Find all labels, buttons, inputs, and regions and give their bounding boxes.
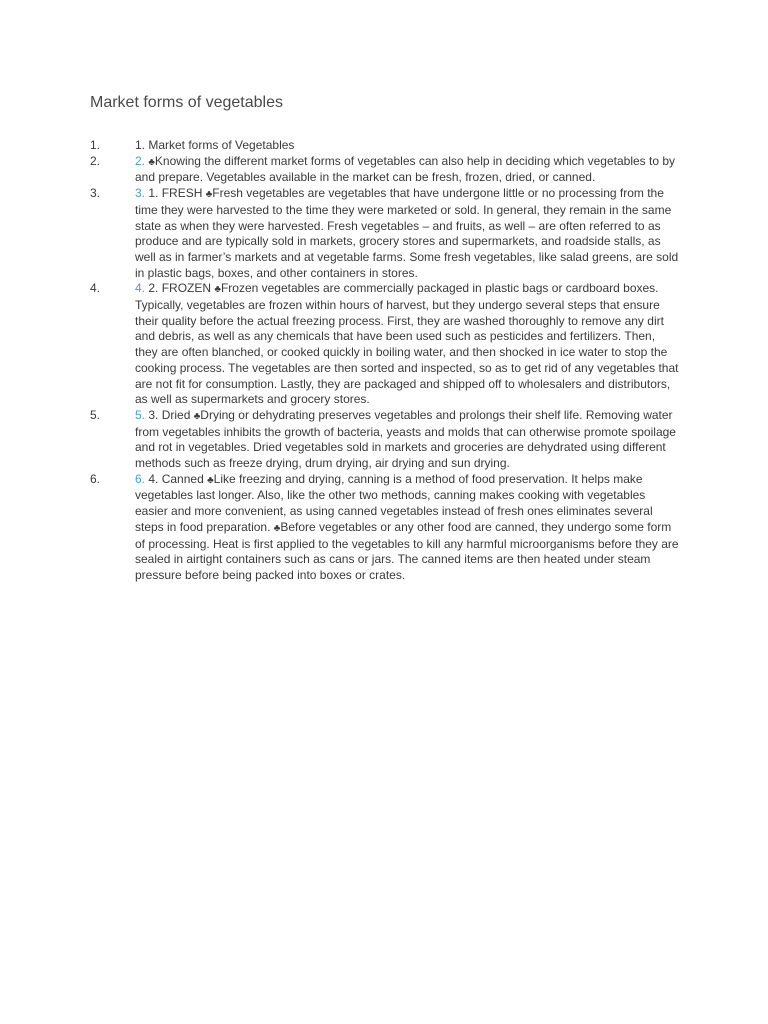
club-icon: ♣ (205, 189, 213, 201)
list-item-number: 6. (90, 471, 101, 486)
item-link[interactable]: 2. (135, 153, 146, 168)
list-item (90, 472, 680, 584)
item-text: Drying or dehydrating preserves vegetables and prolongs their shelf life. Removing water from vegetables inhibits the growth of bacteria, yeasts and molds that can otherwise promote spoilage and rot in vegetables. Dried vegetables sold in markets and groceries are dehydrated using different methods such as freeze drying, drum drying, air drying and sun drying. (135, 407, 676, 471)
item-heading: 1. Market forms of Vegetables (135, 138, 295, 152)
list-item (90, 154, 680, 186)
page-title: Market forms of vegetables (90, 94, 283, 111)
item-link[interactable]: 4. (135, 281, 146, 296)
list-item-number: 2. (90, 153, 101, 168)
club-icon: ♣ (148, 156, 155, 168)
list-item (90, 186, 680, 281)
item-heading: 3. Dried (148, 407, 191, 422)
item-text: Like freezing and drying, canning is a method of food preservation. It helps make vegetables last longer. Also, like the other two methods, canning makes cooking with vegetables easier and more convenient, as using canned vegetables instead of fresh ones eliminates several steps in food preparation. (135, 471, 653, 534)
document-page (90, 92, 680, 584)
club-icon: ♣ (273, 522, 281, 534)
list-item-number: 3. (90, 186, 101, 201)
club-icon: ♣ (193, 410, 201, 422)
item-text: Knowing the different market forms of vegetables can also help in deciding which vegetables to by and prepare. Vegetables available in the market can be fresh, frozen, dried, or canned. (135, 153, 676, 185)
item-link[interactable]: 6. (135, 471, 146, 486)
item-text: Fresh vegetables are vegetables that have undergone little or no processing from the time they were harvested to the time they were marketed or sold. In general, they remain in the same state as when they were harvested. Fresh vegetables – and fruits, as well – are often referred to as produce and are typically sold in markets, grocery stores and supermarkets, and roadside stalls, as well as in farmer’s markets and at vegetable farms. Some fresh vegetables, like salad greens, are sold in plastic bags, boxes, and other containers in stores. (135, 186, 679, 280)
item-text: Before vegetables or any other food are canned, they undergo some form of processing. Heat is first applied to the vegetables to kill any harmful microorganisms before they are sealed in airtight containers such as cans or jars. The canned items are then heated under steam pressure before being packed into boxes or crates. (135, 519, 679, 582)
list-item (90, 138, 680, 154)
list-item (90, 408, 680, 472)
item-link[interactable]: 5. (135, 407, 146, 422)
item-heading: 4. Canned (148, 471, 204, 486)
item-text: Frozen vegetables are commercially packaged in plastic bags or cardboard boxes. Typically, vegetables are frozen within hours of harvest, but they undergo several steps that ensure their quality before the actual freezing process. First, they are washed thoroughly to remove any dirt and debris, as well as any chemicals that have been used such as pesticides and fertilizers. Then, they are often blanched, or cooked quickly in boiling water, and then shocked in ice water to stop the cooking process. The vegetables are then sorted and inspected, so as to get rid of any vegetables that are not fit for consumption. Lastly, they are packaged and shipped off to wholesalers and distributors, as well as supermarkets and grocery stores. (135, 281, 679, 407)
item-link[interactable]: 3. (135, 186, 146, 201)
club-icon: ♣ (214, 284, 221, 296)
item-heading: 1. FRESH (148, 186, 203, 201)
list-item (90, 281, 680, 408)
list-item-number: 1. (90, 138, 101, 152)
list-item-number: 5. (90, 407, 101, 422)
item-list (90, 138, 680, 584)
item-heading: 2. FROZEN (148, 281, 212, 296)
list-item-number: 4. (90, 281, 101, 296)
club-icon: ♣ (207, 474, 214, 486)
